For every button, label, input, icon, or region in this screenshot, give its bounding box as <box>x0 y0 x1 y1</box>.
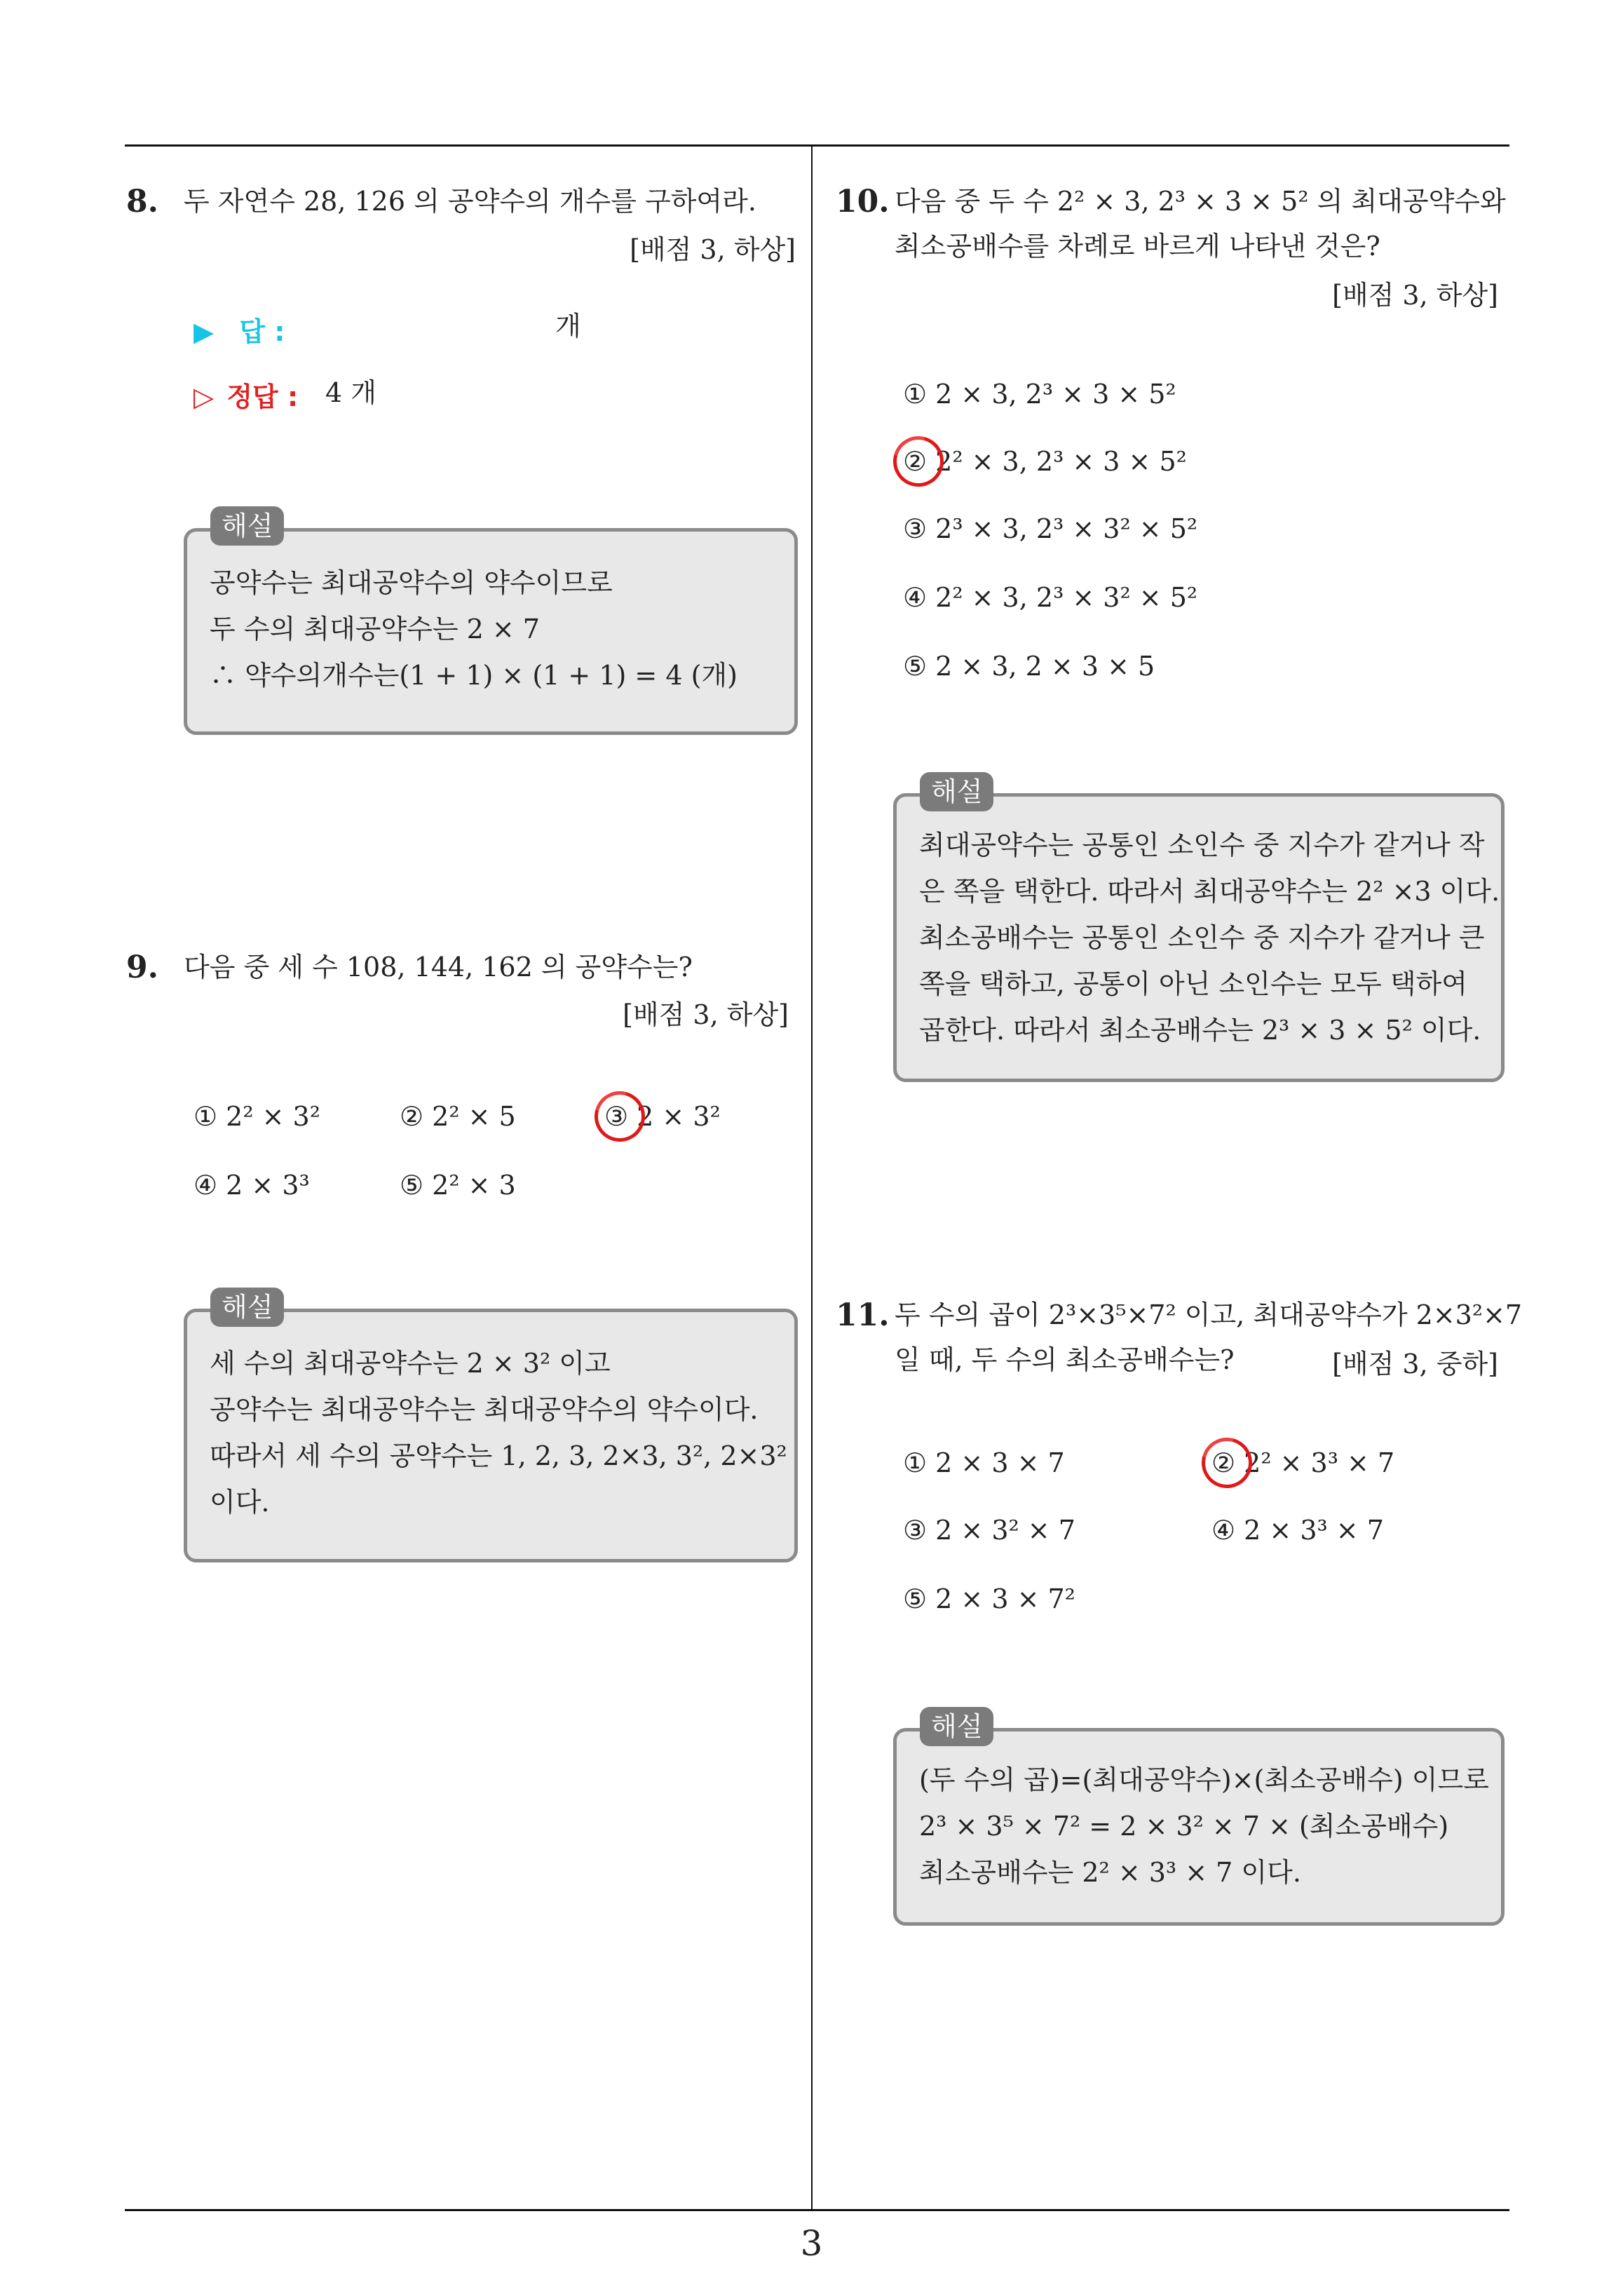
q10-option-3[interactable]: ③ 2³ × 3, 2³ × 3² × 5² <box>903 513 1198 544</box>
q11-text-line-1: 두 수의 곱이 2³×3⁵×7² 이고, 최대공약수가 2×3²×7 <box>895 1299 1523 1330</box>
q10-option-2[interactable]: ② 2² × 3, 2³ × 3 × 5² <box>903 446 1187 477</box>
q11-selected-circle-mark <box>1193 1429 1261 1497</box>
q11-explain-line-2: 2³ × 3⁵ × 7² = 2 × 3² × 7 × (최소공배수) <box>919 1811 1449 1842</box>
q10-option-4[interactable]: ④ 2² × 3, 2³ × 3² × 5² <box>903 582 1198 613</box>
q9-explain-line-3: 따라서 세 수의 공약수는 1, 2, 3, 2×3, 3², 2×3² <box>210 1440 787 1471</box>
q11-explain-line-3: 최소공배수는 2² × 3³ × 7 이다. <box>919 1857 1301 1888</box>
bottom-rule <box>125 2209 1509 2211</box>
q9-option-4[interactable]: ④ 2 × 3³ <box>193 1170 310 1201</box>
q10-explain-line-4: 쪽을 택하고, 공통이 아닌 소인수는 모두 택하여 <box>919 968 1468 999</box>
q11-option-1[interactable]: ① 2 × 3 × 7 <box>903 1447 1065 1478</box>
q10-score: [배점 3, 하상] <box>1332 280 1498 311</box>
q9-option-1[interactable]: ① 2² × 3² <box>193 1101 320 1132</box>
q8-explain-tag: 해설 <box>210 506 284 546</box>
q10-explain-line-1: 최대공약수는 공통인 소인수 중 지수가 같거나 작 <box>919 830 1485 860</box>
q8-answer-label: 답 : <box>239 316 285 347</box>
q10-option-5[interactable]: ⑤ 2 × 3, 2 × 3 × 5 <box>903 651 1155 682</box>
q10-option-1[interactable]: ① 2 × 3, 2³ × 3 × 5² <box>903 379 1176 410</box>
q9-text: 다음 중 세 수 108, 144, 162 의 공약수는? <box>184 952 693 982</box>
q8-explain-line-3: ∴ 약수의개수는(1 + 1) × (1 + 1) = 4 (개) <box>210 660 738 691</box>
q9-option-2[interactable]: ② 2² × 5 <box>400 1101 516 1132</box>
q10-explain-line-2: 은 쪽을 택한다. 따라서 최대공약수는 2² ×3 이다. <box>919 876 1500 907</box>
q10-text-line-2: 최소공배수를 차례로 바르게 나타낸 것은? <box>895 231 1380 262</box>
q11-explain-line-1: (두 수의 곱)=(최대공약수)×(최소공배수) 이므로 <box>919 1764 1489 1795</box>
q8-answer-row[interactable] <box>193 310 285 349</box>
q8-explanation-box <box>184 528 798 735</box>
q11-option-5[interactable]: ⑤ 2 × 3 × 7² <box>903 1583 1075 1614</box>
q11-score: [배점 3, 중하] <box>1332 1349 1498 1379</box>
q10-explain-line-5: 곱한다. 따라서 최소공배수는 2³ × 3 × 5² 이다. <box>919 1015 1481 1046</box>
q9-explain-line-1: 세 수의 최대공약수는 2 × 3² 이고 <box>210 1348 611 1379</box>
q10-explain-line-3: 최소공배수는 공통인 소인수 중 지수가 같거나 큰 <box>919 922 1485 953</box>
q8-answer-unit: 개 <box>555 311 581 342</box>
column-divider <box>811 146 813 2210</box>
page-number: 3 <box>800 2223 823 2264</box>
q8-explain-line-1: 공약수는 최대공약수의 약수이므로 <box>210 567 613 598</box>
q9-explain-tag: 해설 <box>210 1288 284 1327</box>
q9-number: 9. <box>126 950 158 985</box>
q11-explain-tag: 해설 <box>920 1707 993 1746</box>
q9-explanation-box <box>184 1309 798 1562</box>
q10-text-line-1: 다음 중 두 수 2² × 3, 2³ × 3 × 5² 의 최대공약수와 <box>895 186 1506 217</box>
q9-score: [배점 3, 하상] <box>623 999 789 1030</box>
q8-correct-value: 4 개 <box>325 377 376 408</box>
top-rule <box>125 144 1509 147</box>
q9-selected-circle-mark <box>585 1082 654 1151</box>
outline-triangle-icon: ▷ <box>193 381 215 412</box>
q11-number: 11. <box>836 1297 890 1333</box>
q10-selected-circle-mark <box>884 427 953 496</box>
q10-number: 10. <box>836 184 890 220</box>
q11-option-2[interactable]: ② 2² × 3³ × 7 <box>1211 1447 1395 1478</box>
q9-explain-line-2: 공약수는 최대공약수는 최대공약수의 약수이다. <box>210 1394 759 1425</box>
q8-score: [배점 3, 하상] <box>630 234 796 265</box>
q10-explanation-box <box>893 793 1505 1082</box>
q11-explanation-box <box>893 1728 1505 1926</box>
q8-number: 8. <box>126 184 158 220</box>
q8-explain-line-2: 두 수의 최대공약수는 2 × 7 <box>210 614 540 644</box>
q10-explain-tag: 해설 <box>920 772 993 811</box>
q9-explain-line-4: 이다. <box>210 1487 270 1518</box>
q11-text-line-2: 일 때, 두 수의 최소공배수는? <box>895 1344 1235 1375</box>
q8-correct-row <box>193 375 298 414</box>
play-arrow-icon: ▶ <box>193 316 215 347</box>
q8-text: 두 자연수 28, 126 의 공약수의 개수를 구하여라. <box>184 186 756 217</box>
q9-option-5[interactable]: ⑤ 2² × 3 <box>400 1170 516 1201</box>
q8-correct-label: 정답 : <box>226 381 299 412</box>
q11-option-4[interactable]: ④ 2 × 3³ × 7 <box>1211 1515 1384 1546</box>
q11-option-3[interactable]: ③ 2 × 3² × 7 <box>903 1515 1075 1546</box>
q9-option-3[interactable]: ③ 2 × 3² <box>604 1101 721 1132</box>
